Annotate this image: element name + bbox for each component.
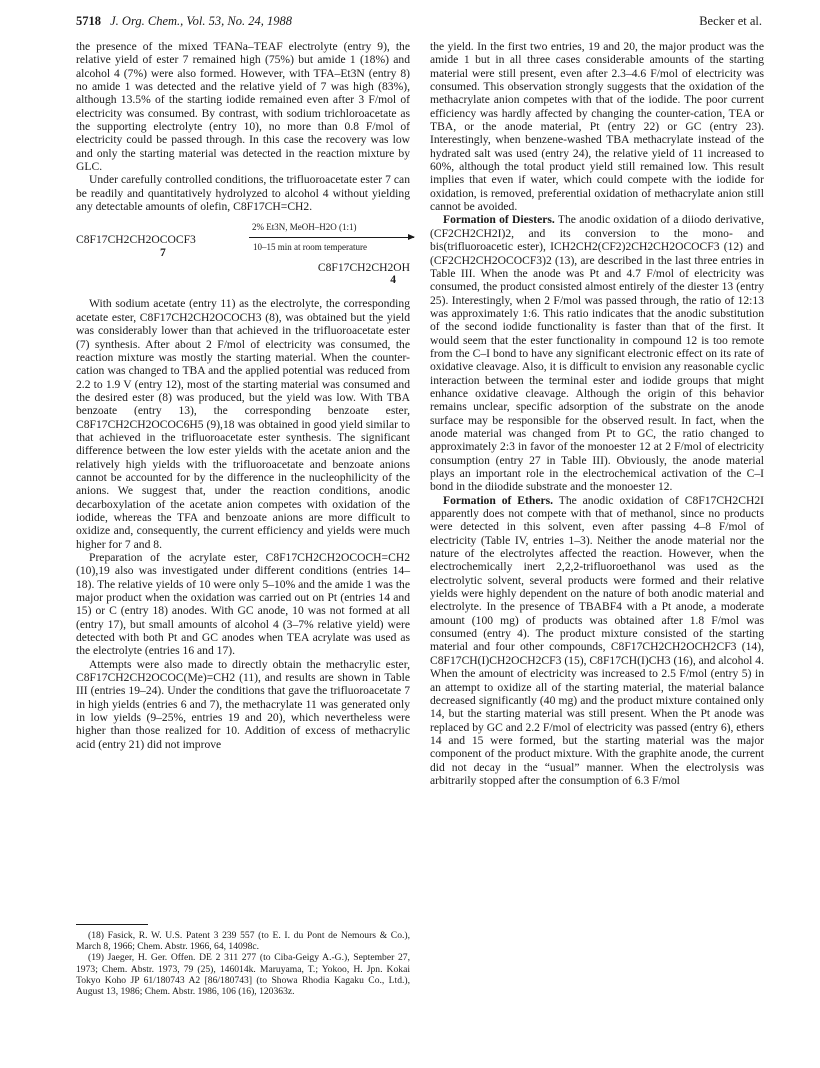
- section-text-ethers: The anodic oxidation of C8F17CH2CH2I apparently does not compete with that of methanol, since no products were detected in this solvent, even after passing 4–8 F/mol of electricity (Table IV, entries 1–3). Neither the anode material nor the nature of the electrolytes affected the reaction. However, when the electrochemically inert 2,2,2-trifluoroethanol was used as the electrolytic solvent, several products were formed and their relative yields were highly dependent on the nature of both anodic material and electrolyte. In the presence of TBABF4 with a Pt anode, a moderate amount (100 mg) of products was obtained after 1.8 F/mol was consumed (entry 4). The product mixture consisted of the starting material and four other compounds, C8F17CH2CH2OCH2CF3 (14), C8F17CH(I)CH2OCH2CF3 (15), C8F17CH(I)CH3 (16), and alcohol 4. When the amount of electricity was increased to 2.5 F/mol (entry 5) in an attempt to oxidize all of the starting material, the material balance decreased significantly (40 mg) and the product mixture contained only 14, but the starting material was still present. When the Pt anode was replaced by GC and 2.2 F/mol of electricity was passed (entry 6), ethers 14 and 15 were formed, but the starting material was the major component of the product mixture. With the graphite anode, the current did not decay in the “usual” manner. When the electrolysis was arbitrarily stopped after the consumption of 6.3 F/mol: [430, 493, 764, 787]
- section-ethers: [430, 494, 764, 788]
- paragraph: With sodium acetate (entry 11) as the electrolyte, the corresponding acetate ester, C8F17CH2CH2OCOCH3 (8), was obtained but the yield was considerably lower than that achieved in the trifluoroacetate ester (7) synthesis. After about 2 F/mol of electricity was consumed, the reaction mixture was mostly the starting material. When the counter-cation was changed to TBA and the applied potential was reduced from 2.2 to 1.9 V (entry 12), most of the starting material was consumed and the desired ester (8) was produced, but the yield was low. With TBA benzoate (entry 13), the corresponding benzoate ester, C8F17CH2CH2OCOC6H5 (9),18 was obtained in good yield similar to that achieved in the trifluoroacetate ester synthesis. The significant difference between the low ester yields with the acetate anion and the relatively high yields with the trifluoroacetate and benzoate anions cannot be accounted for by the difference in the nucleophilicity of the anions. We suggest that, under the reaction conditions, anodic decarboxylation of the acetate anion competes with oxidation of the iodide, whereas the TFA and benzoate anions are more difficult to oxidize and, consequently, the current efficiency and yields were much higher for 7 and 8.: [76, 297, 410, 551]
- page-number: 5718: [76, 14, 101, 28]
- paragraph: Attempts were also made to directly obtain the methacrylic ester, C8F17CH2CH2OCOC(Me)=CH2 (11), and results are shown in Table III (entries 19–24). Under the conditions that gave the trifluoroacetate 7 in high yields (entries 6 and 7), the methacrylate 11 was generated only in low yields (9–25%, entries 19 and 20), which nevertheless were higher than those realized for 10. Addition of excess of methacrylic acid (entry 21) did not improve: [76, 657, 410, 751]
- hydrolysis-equation: [76, 215, 410, 291]
- section-heading-diesters: Formation of Diesters.: [443, 213, 555, 227]
- equation-reactant: C8F17CH2CH2OCOCF3: [76, 233, 196, 247]
- header-authors: Becker et al.: [699, 14, 762, 28]
- left-column: [76, 40, 410, 751]
- equation-reactant-label: 7: [160, 246, 166, 260]
- paragraph: the yield. In the first two entries, 19 and 20, the major product was the amide 1 but in all three cases considerable amounts of the starting material were still present, even after 2.3–4.6 F/mol of electricity was consumed. This observation strongly suggests that the oxidation of the methacrylate anion competes with that of the iodide. The poor current efficiency was hardly affected by changing the counter-cation, TEA or TBA, or the anode material, Pt (entry 22) or GC (entry 23). Interestingly, when benzene-washed TBA methacrylate instead of the hydrated salt was used (entry 24), the relative yield of 11 increased to 60%, although the total product yield still remained low. This result implies that even if water, which could compete with the iodide for oxidation, is removed, preferential oxidation of methacrylate anion still cannot be avoided.: [430, 40, 764, 214]
- footnote: (18) Fasick, R. W. U.S. Patent 3 239 557 (to E. I. du Pont de Nemours & Co.), March 8, 1966; Chem. Abstr. 1966, 64, 14098c.: [76, 930, 410, 953]
- paragraph: Preparation of the acrylate ester, C8F17CH2CH2OCOCH=CH2 (10),19 also was investigated under different conditions (entries 14–18). The relative yields of 10 were only 5–10% and the amide 1 was the major product when the oxidation was carried out on Pt (entries 14 and 15) or C (entry 18) anodes. With GC anode, 10 was not formed at all (entry 17), but small amounts of alcohol 4 (3–7% relative yield) were detected with both Pt and GC anodes when TEA acrylate was used as the electrolyte (entries 16 and 17).: [76, 551, 410, 658]
- paragraph: the presence of the mixed TFANa–TEAF electrolyte (entry 9), the relative yield of ester 7 remained high (75%) but amide 1 (18%) and alcohol 4 (7%) were also formed. However, with TFA–Et3N (entry 8) no amide 1 was detected and the relative yield of 7 was high (83%), although 13.5% of the starting iodide remained even after 3 F/mol of electricity was consumed. By contrast, with sodium trichloroacetate as the supporting electrolyte (entry 10), no more than 0.8 F/mol of electricity could be passed through. In this case the recovery was low and only the starting material was detected in the reaction mixture by GLC.: [76, 40, 410, 174]
- journal-citation: J. Org. Chem., Vol. 53, No. 24, 1988: [110, 14, 292, 28]
- equation-product: C8F17CH2CH2OH: [317, 261, 410, 275]
- section-text-diesters: The anodic oxidation of a diiodo derivative, (CF2CH2CH2I)2, and its conversion to the mono- and bis(trifluoroacetic ester), ICH2CH2(CF2)2CH2CH2OCOCF3 (12) and (CF2CH2CH2OCOCF3)2 (13), are described in the last three entries in Table III. When the anode was Pt and 4.7 F/mol of electricity was consumed, the product consisted almost entirely of the diester 13 (entry 25). Interestingly, when 2 F/mol was passed through, the ratio of 12:13 was approximately 1:6. This ratio indicates that the anodic substitution of the second iodide functionality is faster than that of the first. It would seem that the ester functionality in compound 12 is too remote from the C–I bond to have any significant electronic effect on its rate of oxidative cleavage. Also, it is difficult to envision any reasonable cyclic interaction between the terminal ester and iodide groups that might enhance oxidative cleavage. Although the origin of this behavior remains unclear, specific adsorption of the substrate on the anode surface may be responsible for the observed result. In fact, when the anode material was changed from Pt to GC, the ratio changed to approximately 2:3 in favor of the monoester 12 at 2 F/mol of electricity consumption (entry 27 in Table III). Obviously, the anode material plays an important role in the electrochemical activation of the C–I bond in the diiodide substrate and the monoester 12.: [430, 213, 764, 494]
- footnotes: [76, 930, 410, 997]
- header-left: [76, 14, 292, 29]
- right-column: [430, 40, 764, 787]
- reaction-arrow-icon: [249, 237, 414, 238]
- section-heading-ethers: Formation of Ethers.: [443, 493, 554, 507]
- section-diesters: [430, 213, 764, 493]
- running-header: [76, 14, 762, 32]
- paragraph: Under carefully controlled conditions, the trifluoroacetate ester 7 can be readily and quantitatively hydrolyzed to alcohol 4 without yielding any detectable amounts of olefin, C8F17CH=CH2.: [76, 173, 410, 214]
- footnote: (19) Jaeger, H. Ger. Offen. DE 2 311 277 (to Ciba-Geigy A.-G.), September 27, 1973; Chem. Abstr. 1973, 79 (25), 146014k. Maruyama, T.; Yokoo, H. Jpn. Kokai Tokyo Koho JP 61/180743 A2 [86/180743] (to Showa Rhodia Kagaku Co., Ltd.), August 13, 1986; Chem. Abstr. 1986, 106 (16), 120363z.: [76, 952, 410, 998]
- footnote-divider: [76, 924, 148, 925]
- equation-condition-reagents: 2% Et3N, MeOH–H2O (1:1): [252, 222, 357, 233]
- equation-product-label: 4: [390, 273, 396, 287]
- equation-condition-time: 10–15 min at room temperature: [253, 242, 367, 253]
